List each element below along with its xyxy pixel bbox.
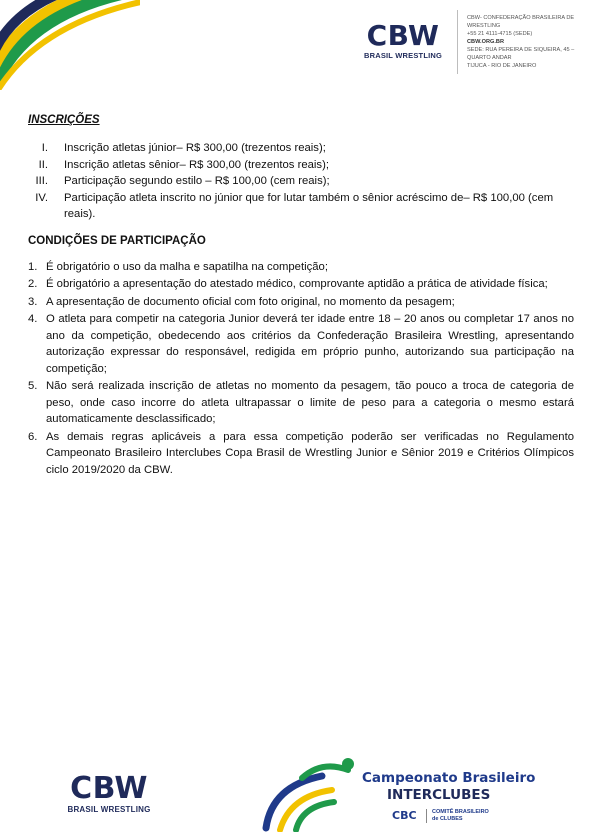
- condicoes-heading: CONDIÇÕES DE PARTICIPAÇÃO: [28, 234, 206, 247]
- cbw-logo-text: CBW: [366, 19, 440, 52]
- item-number: III.: [35, 175, 48, 187]
- item-text: É obrigatório o uso da malha e sapatilha na competição;: [46, 260, 328, 273]
- list-item: [28, 157, 574, 174]
- item-text: As demais regras aplicáveis a para essa competição poderão ser verificadas no Regulamento Campeonato Brasileiro Interclubes Copa Brasil de Wrestling Junior e Sênior 2019 e Critérios Olímpicos ciclo 2019/2020 da CBW.: [46, 430, 574, 476]
- item-text: Participação segundo estilo – R$ 100,00 (cem reais);: [64, 175, 330, 187]
- item-number: II.: [38, 158, 48, 171]
- cbc-divider: [426, 809, 427, 823]
- list-item: [28, 311, 574, 377]
- list-item: [28, 429, 574, 479]
- list-item: [28, 140, 574, 157]
- contact-address-1: SEDE: RUA PEREIRA DE SIQUEIRA, 45 – QUARTO ANDAR: [467, 47, 575, 61]
- item-text: A apresentação de documento oficial com foto original, no momento da pesagem;: [46, 295, 455, 308]
- item-number: 3.: [28, 295, 38, 308]
- cbw-logo-text: CBW: [70, 771, 148, 806]
- list-item: [28, 259, 574, 276]
- header-contact-block: [467, 14, 597, 70]
- document-body: [28, 114, 574, 479]
- cbw-logo-header: [362, 19, 444, 60]
- list-item: [28, 276, 574, 293]
- header-divider: [457, 10, 458, 74]
- contact-phone: +55 21 4111-4715 (SEDE): [467, 31, 533, 37]
- inscricoes-heading: INSCRIÇÕES: [28, 114, 100, 126]
- contact-address-2: TIJUCA - RIO DE JANEIRO: [467, 63, 537, 69]
- campeonato-logo: [262, 756, 562, 831]
- event-title-line2: INTERCLUBES: [387, 787, 491, 803]
- item-text: Não será realizada inscrição de atletas no momento da pesagem, tão pouco a troca de categoria de peso, onde caso incorre do atleta ultrapassar o limite de peso para a categoria o mesmo estará automaticamente desclassificado;: [46, 380, 574, 425]
- cbw-logo-subtext: BRASIL WRESTLING: [363, 51, 443, 60]
- item-number: I.: [41, 142, 48, 154]
- list-item: [28, 294, 574, 311]
- item-text: Inscrição atletas sênior– R$ 300,00 (trezentos reais);: [64, 158, 329, 171]
- item-text: Inscrição atletas júnior– R$ 300,00 (trezentos reais);: [64, 142, 326, 154]
- cbw-logo-footer: [66, 771, 152, 814]
- cbw-logo-subtext: BRASIL WRESTLING: [67, 805, 151, 814]
- item-number: 1.: [28, 260, 38, 273]
- inscricoes-list: [28, 140, 574, 223]
- athlete-figure-icon: [262, 756, 362, 832]
- condicoes-list: [28, 259, 574, 479]
- cbc-subtext: COMITÊ BRASILEIRO de CLUBES: [432, 809, 489, 822]
- list-item: [28, 173, 574, 190]
- list-item: [28, 378, 574, 428]
- list-item: [28, 190, 574, 223]
- item-number: 4.: [28, 313, 38, 325]
- item-number: 5.: [28, 380, 38, 392]
- item-text: É obrigatório a apresentação do atestado médico, comprovante aptidão a prática de atividade física;: [46, 278, 548, 290]
- item-text: Participação atleta inscrito no júnior que for lutar também o sênior acréscimo de– R$ 100,00 (cem reais).: [64, 191, 554, 220]
- item-text: O atleta para competir na categoria Junior deverá ter idade entre 18 – 20 anos ou completar 17 anos no ano da competição, obedecendo aos critérios da Confederação Brasileira Wrestling, apresentando autorização expressar do responsável, redigida em próprio punho, autorizando sua participação na competição;: [46, 313, 574, 375]
- item-number: IV.: [35, 191, 48, 204]
- event-title-line1: Campeonato Brasileiro: [362, 770, 536, 786]
- contact-url: CBW.ORG.BR: [467, 39, 504, 45]
- contact-org: CBW- CONFEDERAÇÃO BRASILEIRA DE WRESTLING: [467, 15, 575, 29]
- decorative-corner-stripes: [0, 0, 140, 90]
- item-number: 2.: [28, 278, 38, 290]
- item-number: 6.: [28, 430, 38, 443]
- cbc-logo-text: CBC: [392, 809, 417, 822]
